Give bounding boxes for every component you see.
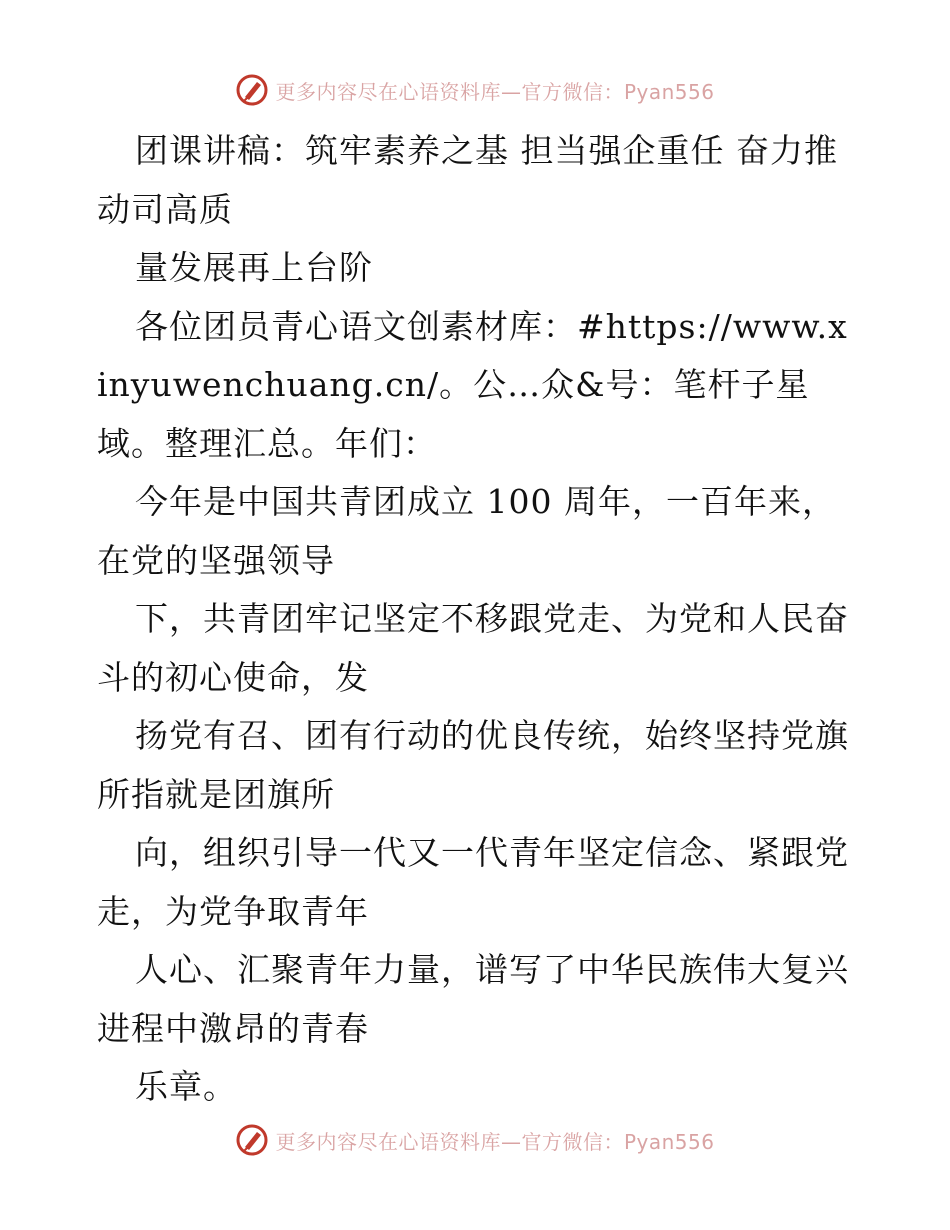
document-title: 团课讲稿：筑牢素养之基 担当强企重任 奋力推动司高质	[97, 131, 838, 229]
body-paragraph: 人心、汇聚青年力量，谱写了中华民族伟大复兴进程中激昂的青春	[97, 950, 849, 1048]
footer-watermark	[0, 1120, 950, 1160]
brush-pen-logo-icon	[235, 73, 269, 107]
document-body	[97, 122, 857, 1117]
body-paragraph: 下，共青团牢记坚定不移跟党走、为党和人民奋斗的初心使命，发	[97, 599, 849, 697]
header-watermark-text: 更多内容尽在心语资料库—官方微信：Pyan556	[275, 79, 715, 104]
document-title-continued: 量发展再上台阶	[135, 248, 373, 287]
brush-pen-logo-icon	[235, 1123, 269, 1157]
body-paragraph: 扬党有召、团有行动的优良传统，始终坚持党旗所指就是团旗所	[97, 716, 849, 814]
salutation-paragraph: 各位团员青心语文创素材库：#https://www.xinyuwenchuang.cn/。公…众&号：笔杆子星域。整理汇总。年们：	[97, 306, 848, 463]
footer-watermark-text: 更多内容尽在心语资料库—官方微信：Pyan556	[275, 1129, 715, 1154]
body-paragraph: 乐章。	[135, 1067, 237, 1106]
body-paragraph: 今年是中国共青团成立 100 周年，一百年来，在党的坚强领导	[97, 482, 836, 580]
body-paragraph: 向，组织引导一代又一代青年坚定信念、紧跟党走，为党争取青年	[97, 833, 849, 931]
header-watermark	[0, 70, 950, 110]
